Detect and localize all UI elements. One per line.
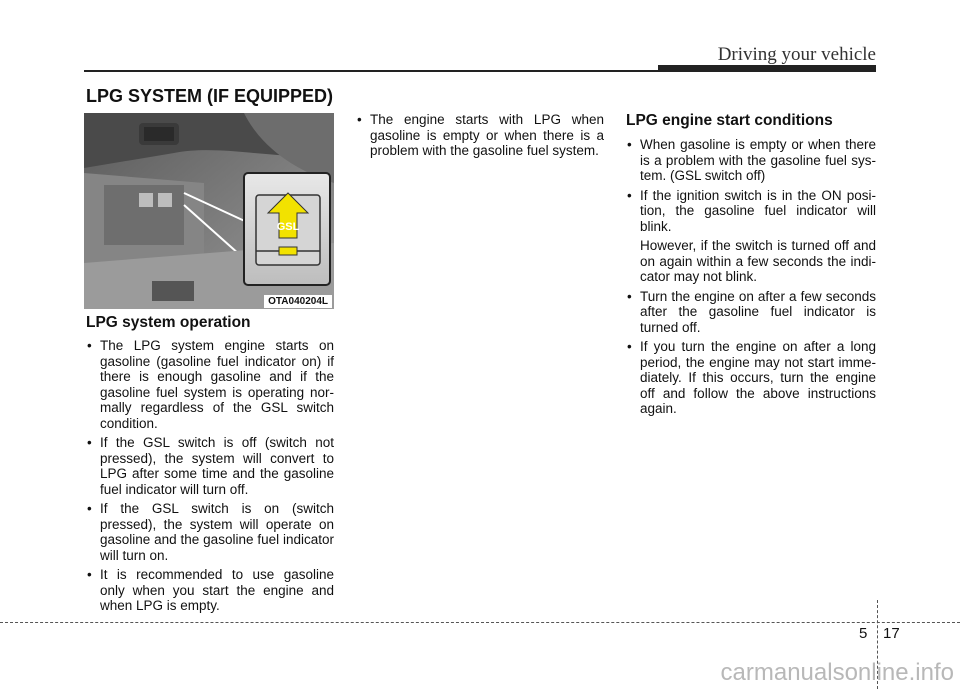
- list-item: • It is recommended to use gasoline only when you start the engine and when LPG is empty.: [86, 567, 334, 614]
- column-2: [356, 112, 604, 163]
- conditions-list: [626, 137, 876, 417]
- list-item: • If the GSL switch is off (switch not pressed), the system will convert to LPG after some time and the gasoline fuel indicator will turn off.: [86, 435, 334, 497]
- dashboard-illustration: [84, 113, 334, 309]
- section-title: LPG SYSTEM (IF EQUIPPED): [86, 86, 334, 106]
- list-item: • Turn the engine on after a few seconds after the gasoline fuel indicator is turned off.: [626, 289, 876, 336]
- page-number: 17: [883, 625, 900, 642]
- list-item: • The LPG system engine starts on gasoline (gasoline fuel indicator on) if there is enough gasoline and if the gasoline fuel system is operating nor-mally regardless of the GSL switch condition.: [86, 338, 334, 431]
- list-item-text: If the ignition switch is in the ON posi-tion, the gasoline fuel indicator will blink.: [640, 187, 876, 234]
- operation-heading: LPG system operation: [86, 314, 251, 331]
- conditions-heading: LPG engine start conditions: [626, 112, 833, 129]
- list-item: • The engine starts with LPG when gasoline is empty or when there is a problem with the gasoline fuel system.: [356, 112, 604, 159]
- list-item: • If the GSL switch is on (switch pressed), the system will operate on gasoline and the gasoline fuel indicator will turn on.: [86, 501, 334, 563]
- footer-divider: [0, 622, 960, 623]
- list-item: • If you turn the engine on after a long period, the engine may not start imme-diately. If this occurs, turn the engine off and follow the above instructions again.: [626, 339, 876, 417]
- conditions-note: However, if the switch is turned off and on again within a few seconds the indi-cator may not blink.: [640, 238, 876, 284]
- gsl-switch-label: GSL: [276, 221, 300, 233]
- operation-list-continued: [356, 112, 604, 159]
- list-item: • When gasoline is empty or when there is a problem with the gasoline fuel sys-tem. (GSL switch off): [626, 137, 876, 184]
- list-item: [626, 188, 876, 285]
- gsl-switch-figure: [84, 113, 334, 309]
- figure-code: OTA040204L: [264, 295, 332, 308]
- chapter-number: 5: [859, 625, 868, 642]
- operation-list: [86, 338, 334, 614]
- column-3: [626, 112, 876, 421]
- header-accent-bar: [658, 65, 876, 72]
- watermark: carmanualsonline.info: [720, 659, 954, 686]
- header-title: Driving your vehicle: [717, 44, 876, 65]
- column-1: [86, 314, 334, 618]
